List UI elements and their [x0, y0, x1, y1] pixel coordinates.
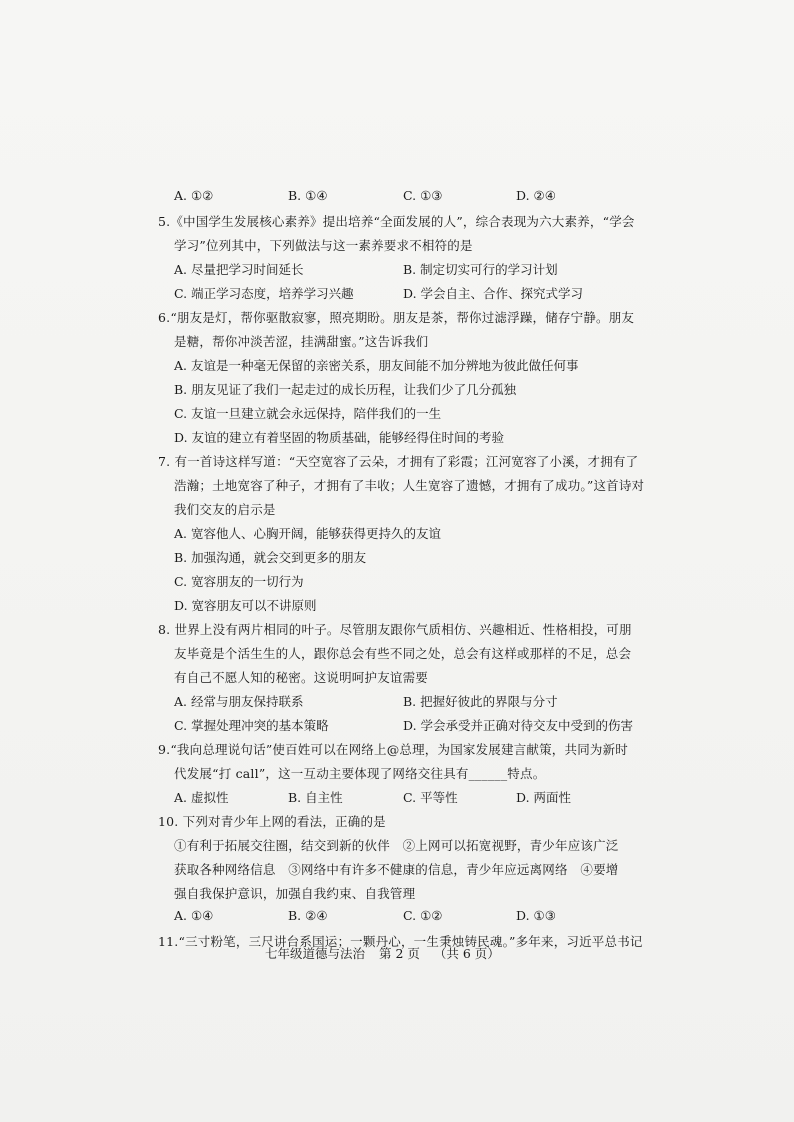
q6-option-d: D. 友谊的建立有着坚固的物质基础，能够经得住时间的考验	[174, 430, 505, 445]
q10-stem-line-2: ①有利于拓展交往圈，结交到新的伙伴 ②上网可以拓宽视野，青少年应该广泛	[174, 838, 619, 853]
q8-option-b: B. 把握好彼此的界限与分寸	[403, 694, 558, 709]
q9-option-b: B. 自主性	[288, 790, 343, 805]
q5-stem-line-2: 学习”位列其中，下列做法与这一素养要求不相符的是	[174, 238, 473, 253]
q10-option-b: B. ②④	[288, 908, 328, 923]
q9-option-a: A. 虚拟性	[174, 790, 229, 805]
q10-stem-line-3: 获取各种网络信息 ③网络中有许多不健康的信息，青少年应远离网络 ④要增	[174, 862, 619, 877]
q4-option-a: A. ①②	[174, 188, 214, 203]
q4-option-b: B. ①④	[288, 188, 328, 203]
footer-page-number: 第 2 页	[379, 946, 420, 961]
q10-stem-line-1: 10. 下列对青少年上网的看法，正确的是	[158, 814, 386, 829]
q7-option-c: C. 宽容朋友的一切行为	[174, 574, 304, 589]
q5-stem-line-1: 5.《中国学生发展核心素养》提出培养“全面发展的人”，综合表现为六大素养，“学会	[158, 214, 635, 229]
q8-stem-line-2: 友毕竟是个活生生的人，跟你总会有些不同之处，总会有这样或那样的不足，总会	[174, 646, 632, 661]
q9-stem-line-1: 9.“我向总理说句话”使百姓可以在网络上@总理，为国家发展建言献策，共同为新时	[158, 742, 629, 757]
q8-stem-line-1: 8. 世界上没有两片相同的叶子。尽管朋友跟你气质相仿、兴趣相近、性格相投，可朋	[158, 622, 632, 637]
footer-subject: 七年级道德与法治	[265, 946, 366, 961]
q6-stem-line-1: 6.“朋友是灯，帮你驱散寂寥，照亮期盼。朋友是茶，帮你过滤浮躁，储存宁静。朋友	[158, 310, 635, 325]
q6-option-a: A. 友谊是一种毫无保留的亲密关系，朋友间能不加分辨地为彼此做任何事	[174, 358, 579, 373]
q8-stem-line-3: 有自己不愿人知的秘密。这说明呵护友谊需要	[174, 670, 429, 685]
q7-option-a: A. 宽容他人、心胸开阔，能够获得更持久的友谊	[174, 526, 441, 541]
q6-stem-line-2: 是糖，帮你冲淡苦涩，挂满甜蜜。”这告诉我们	[174, 334, 429, 349]
q8-option-d: D. 学会承受并正确对待交友中受到的伤害	[403, 718, 634, 733]
q8-option-a: A. 经常与朋友保持联系	[174, 694, 304, 709]
q7-stem-line-3: 我们交友的启示是	[174, 502, 276, 517]
q6-option-b: B. 朋友见证了我们一起走过的成长历程，让我们少了几分孤独	[174, 382, 517, 397]
q7-option-b: B. 加强沟通，就会交到更多的朋友	[174, 550, 367, 565]
q10-option-a: A. ①④	[174, 908, 214, 923]
q9-stem-line-2: 代发展“打 call”，这一互动主要体现了网络交往具有______特点。	[174, 766, 546, 781]
q9-option-d: D. 两面性	[516, 790, 572, 805]
q7-stem-line-2: 浩瀚；土地宽容了种子，才拥有了丰收；人生宽容了遗憾，才拥有了成功。”这首诗对	[174, 478, 645, 493]
q10-option-c: C. ①②	[403, 908, 443, 923]
q4-option-c: C. ①③	[403, 188, 443, 203]
q10-option-d: D. ①③	[516, 908, 556, 923]
q4-option-d: D. ②④	[516, 188, 556, 203]
q5-option-b: B. 制定切实可行的学习计划	[403, 262, 558, 277]
q7-option-d: D. 宽容朋友可以不讲原则	[174, 598, 317, 613]
q8-option-c: C. 掌握处理冲突的基本策略	[174, 718, 329, 733]
page-footer	[265, 944, 510, 962]
q11-stem-line-1: 11.“三寸粉笔，三尺讲台系国运；一颗丹心，一生秉烛铸民魂。”多年来，习近平总书记	[158, 934, 643, 949]
q6-option-c: C. 友谊一旦建立就会永远保持，陪伴我们的一生	[174, 406, 442, 421]
q5-option-d: D. 学会自主、合作、探究式学习	[403, 286, 584, 301]
q7-stem-line-1: 7. 有一首诗这样写道：“天空宽容了云朵，才拥有了彩霞；江河宽容了小溪，才拥有了	[158, 454, 639, 469]
q5-option-c: C. 端正学习态度，培养学习兴趣	[174, 286, 354, 301]
q10-stem-line-4: 强自我保护意识，加强自我约束、自我管理	[174, 886, 416, 901]
q5-option-a: A. 尽量把学习时间延长	[174, 262, 304, 277]
q9-option-c: C. 平等性	[403, 790, 458, 805]
footer-total-pages: （共 6 页）	[433, 946, 500, 961]
